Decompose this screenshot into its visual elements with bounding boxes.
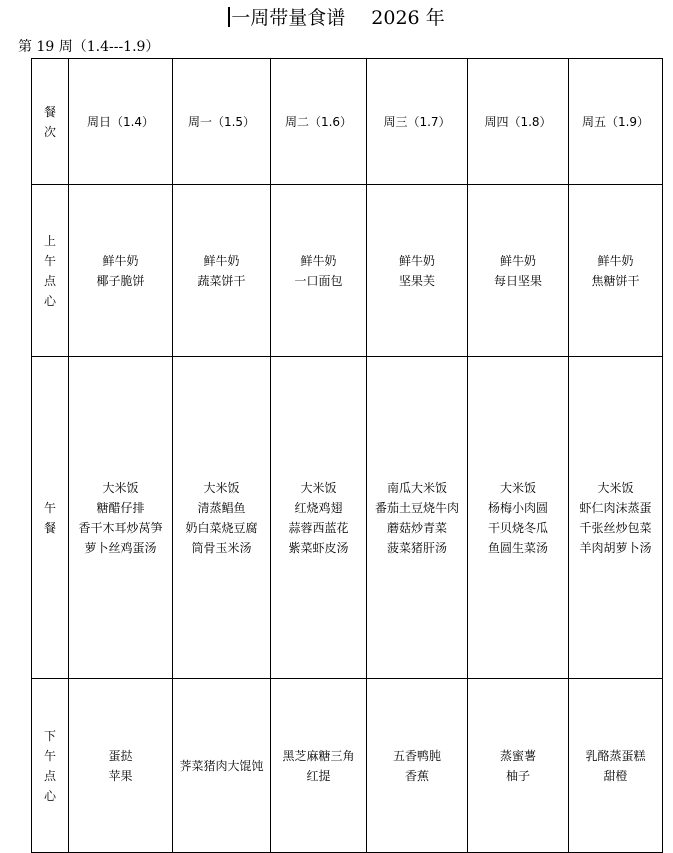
dish: 鲜牛奶 xyxy=(300,253,337,268)
lunch-cell-mon xyxy=(173,357,271,679)
afternoon-row xyxy=(32,679,663,853)
dish: 奶白菜烧豆腐 xyxy=(185,520,258,535)
dish: 香蕉 xyxy=(404,768,429,783)
row-label-char: 下 xyxy=(43,728,56,743)
morning-cell-mon xyxy=(173,185,271,357)
dish: 大米饭 xyxy=(102,480,139,495)
dish: 焦糖饼干 xyxy=(591,273,640,288)
lunch-cell-wed xyxy=(367,357,468,679)
dish: 紫菜虾皮汤 xyxy=(288,540,349,555)
row-label-header xyxy=(32,59,69,185)
dish: 鲜牛奶 xyxy=(398,253,435,268)
dish: 椰子脆饼 xyxy=(96,273,145,288)
dish: 南瓜大米饭 xyxy=(386,480,447,495)
dish: 蛋挞 xyxy=(108,748,133,763)
dish: 千张丝炒包菜 xyxy=(579,520,652,535)
dish: 大米饭 xyxy=(597,480,634,495)
dish: 蒜蓉西蓝花 xyxy=(288,520,349,535)
dish: 一口面包 xyxy=(294,273,343,288)
dish: 红提 xyxy=(306,768,331,783)
dish: 甜橙 xyxy=(603,768,628,783)
row-label-char: 午 xyxy=(43,748,56,763)
row-label-morning xyxy=(32,185,69,357)
day-label: 周日（1.4） xyxy=(86,114,155,129)
row-label-char: 午 xyxy=(43,500,56,515)
dish: 乳酪蒸蛋糕 xyxy=(585,748,646,763)
day-label: 周二（1.6） xyxy=(284,114,353,129)
dish: 鲜牛奶 xyxy=(102,253,139,268)
row-label-char: 点 xyxy=(43,273,56,288)
dish: 苹果 xyxy=(108,768,133,783)
day-header-fri xyxy=(569,59,663,185)
day-header-mon xyxy=(173,59,271,185)
dish: 番茄土豆烧牛肉 xyxy=(374,500,459,515)
dish: 羊肉胡萝卜汤 xyxy=(579,540,652,555)
lunch-cell-thu xyxy=(468,357,569,679)
title-year: 2026 年 xyxy=(371,7,445,29)
dish: 虾仁肉沫蒸蛋 xyxy=(579,500,652,515)
dish: 鲜牛奶 xyxy=(499,253,536,268)
lunch-cell-sun xyxy=(69,357,173,679)
dish: 糖醋仔排 xyxy=(96,500,145,515)
row-label-char: 次 xyxy=(43,124,56,139)
dish: 清蒸鲳鱼 xyxy=(197,500,246,515)
day-header-wed xyxy=(367,59,468,185)
row-label-lunch xyxy=(32,357,69,679)
day-label: 周三（1.7） xyxy=(383,114,451,129)
morning-row xyxy=(32,185,663,357)
dish: 坚果芙 xyxy=(398,273,435,288)
lunch-row xyxy=(32,357,663,679)
day-label: 周四（1.8） xyxy=(484,114,552,129)
morning-cell-thu xyxy=(468,185,569,357)
morning-cell-tue xyxy=(271,185,367,357)
dish: 黑芝麻糖三角 xyxy=(282,748,355,763)
row-label-char: 心 xyxy=(43,293,56,308)
row-label-afternoon xyxy=(32,679,69,853)
lunch-cell-fri xyxy=(569,357,663,679)
day-header-thu xyxy=(468,59,569,185)
text-cursor xyxy=(228,7,230,27)
menu-title xyxy=(0,6,673,30)
dish: 大米饭 xyxy=(203,480,240,495)
menu-table xyxy=(31,58,663,853)
morning-cell-sun xyxy=(69,185,173,357)
row-label-char: 餐 xyxy=(43,520,56,535)
dish: 蘑菇炒青菜 xyxy=(386,520,447,535)
afternoon-cell-tue xyxy=(271,679,367,853)
row-label-char: 心 xyxy=(43,788,56,803)
dish: 柚子 xyxy=(505,768,530,783)
dish: 荠菜猪肉大馄饨 xyxy=(179,758,264,773)
dish: 杨梅小肉圆 xyxy=(487,500,548,515)
dish: 萝卜丝鸡蛋汤 xyxy=(84,540,157,555)
day-label: 周五（1.9） xyxy=(581,114,650,129)
dish: 干贝烧冬瓜 xyxy=(487,520,548,535)
dish: 鲜牛奶 xyxy=(597,253,634,268)
dish: 香干木耳炒莴笋 xyxy=(78,520,163,535)
afternoon-cell-thu xyxy=(468,679,569,853)
title-text: 一周带量食谱 xyxy=(231,7,346,29)
dish: 每日坚果 xyxy=(493,273,542,288)
afternoon-cell-fri xyxy=(569,679,663,853)
afternoon-cell-mon xyxy=(173,679,271,853)
week-label: 第 19 周（1.4---1.9） xyxy=(18,39,160,55)
day-header-tue xyxy=(271,59,367,185)
row-label-char: 午 xyxy=(43,253,56,268)
dish: 筒骨玉米汤 xyxy=(191,540,252,555)
row-label-char: 上 xyxy=(43,233,56,248)
day-label: 周一（1.5） xyxy=(187,114,256,129)
dish: 大米饭 xyxy=(300,480,337,495)
morning-cell-fri xyxy=(569,185,663,357)
dish: 红烧鸡翅 xyxy=(294,500,343,515)
header-row xyxy=(32,59,663,185)
afternoon-cell-sun xyxy=(69,679,173,853)
dish: 鲜牛奶 xyxy=(203,253,240,268)
dish: 蒸蜜薯 xyxy=(499,748,536,763)
lunch-cell-tue xyxy=(271,357,367,679)
morning-cell-wed xyxy=(367,185,468,357)
afternoon-cell-wed xyxy=(367,679,468,853)
dish: 大米饭 xyxy=(499,480,536,495)
day-header-sun xyxy=(69,59,173,185)
row-label-char: 点 xyxy=(43,768,56,783)
dish: 鱼圆生菜汤 xyxy=(487,540,548,555)
dish: 蔬菜饼干 xyxy=(197,273,246,288)
row-label-char: 餐 xyxy=(43,104,56,119)
dish: 五香鸭肫 xyxy=(392,748,441,763)
dish: 菠菜猪肝汤 xyxy=(386,540,447,555)
